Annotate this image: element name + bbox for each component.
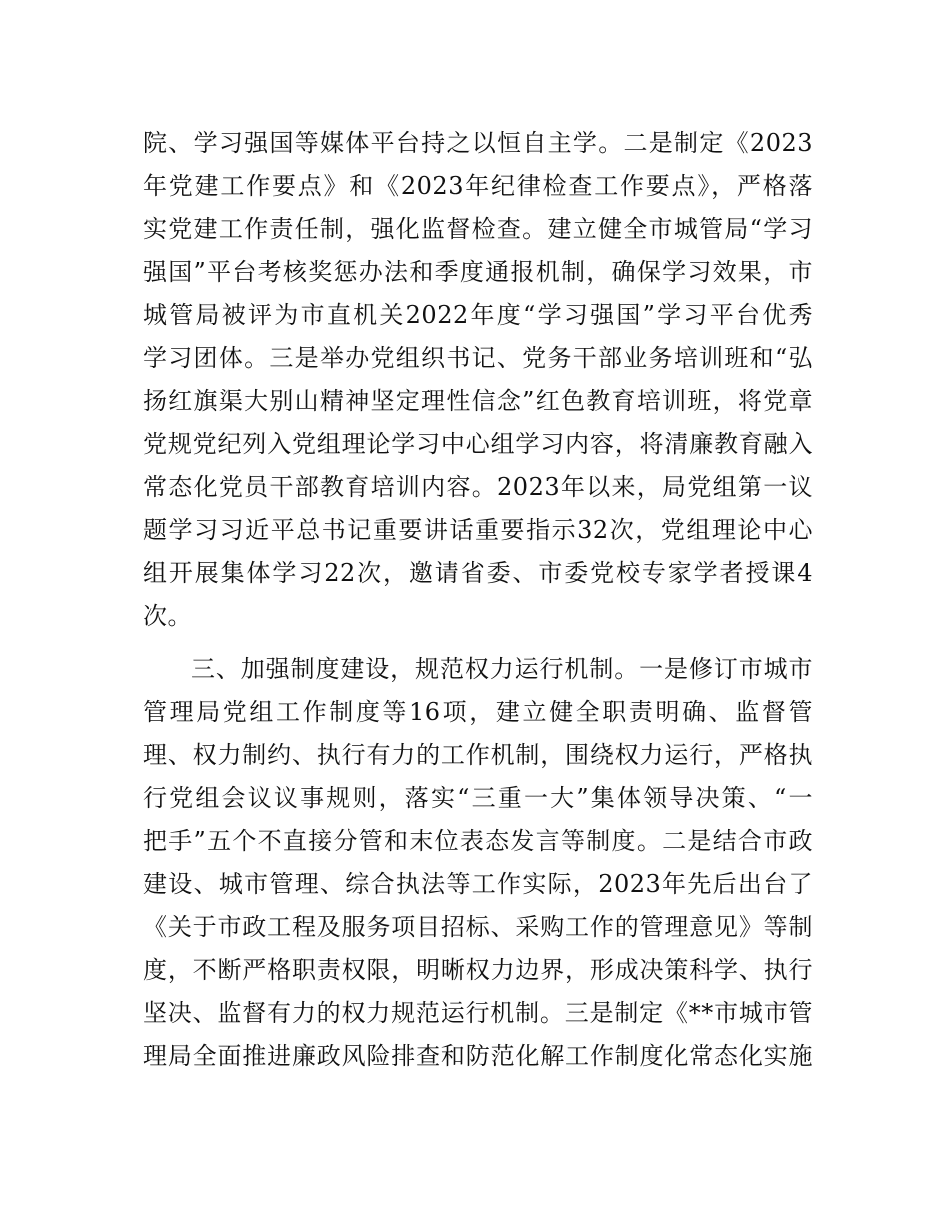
paragraph-line: 年党建工作要点》和《2023年纪律检查工作要点》，严格落 [143,172,813,200]
paragraph-line: 题学习习近平总书记重要讲话重要指示32次，党组理论中心 [143,516,813,544]
paragraph-line: 扬红旗渠大别山精神坚定理性信念”红色教育培训班，将党章 [143,387,813,415]
paragraph-line: 强国”平台考核奖惩办法和季度通报机制，确保学习效果，市 [143,258,813,286]
paragraph-line: 管理局党组工作制度等16项，建立健全职责明确、监督管 [143,698,813,726]
paragraph-line: 三、加强制度建设，规范权力运行机制。一是修订市城市 [191,655,813,683]
paragraph-line: 理、权力制约、执行有力的工作机制，围绕权力运行，严格执 [143,741,813,769]
paragraph-line: 常态化党员干部教育培训内容。2023年以来，局党组第一议 [143,473,813,501]
paragraph-line: 度，不断严格职责权限，明晰权力边界，形成决策科学、执行 [143,956,813,984]
paragraph-line: 行党组会议议事规则，落实“三重一大”集体领导决策、“一 [143,784,813,812]
paragraph-line: 党规党纪列入党组理论学习中心组学习内容，将清廉教育融入 [143,430,813,458]
paragraph-1 [143,122,813,638]
paragraph-line: 理局全面推进廉政风险排查和防范化解工作制度化常态化实施 [143,1042,813,1070]
paragraph-line: 组开展集体学习22次，邀请省委、市委党校专家学者授课4 [143,559,813,587]
paragraph-line: 院、学习强国等媒体平台持之以恒自主学。二是制定《2023 [143,129,813,157]
paragraph-line: 坚决、监督有力的权力规范运行机制。三是制定《**市城市管 [143,999,813,1027]
paragraph-line: 实党建工作责任制，强化监督检查。建立健全市城管局“学习 [143,215,813,243]
paragraph-line: 建设、城市管理、综合执法等工作实际，2023年先后出台了 [143,870,813,898]
paragraph-line: 城管局被评为市直机关2022年度“学习强国”学习平台优秀 [143,301,813,329]
paragraph-2 [143,648,813,1078]
paragraph-line: 把手”五个不直接分管和末位表态发言等制度。二是结合市政 [143,827,813,855]
paragraph-line: 《关于市政工程及服务项目招标、采购工作的管理意见》等制 [143,913,813,941]
paragraph-line: 次。 [143,602,192,630]
paragraph-line: 学习团体。三是举办党组织书记、党务干部业务培训班和“弘 [143,344,813,372]
